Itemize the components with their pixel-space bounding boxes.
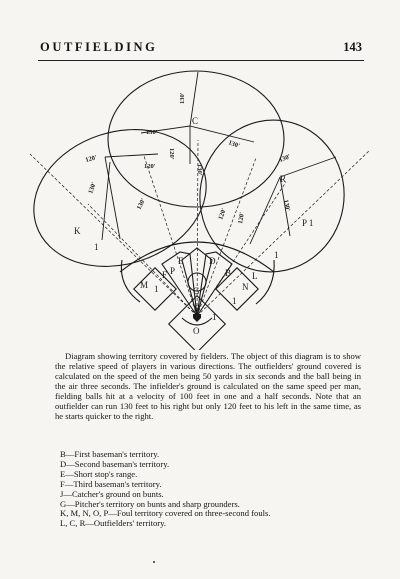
distance-label: 130' [227, 139, 241, 150]
region-number-p1: P 1 [302, 218, 314, 228]
foul-line-left [30, 154, 197, 316]
diagram-caption: Diagram showing territory covered by fielders. The object of this diagram is to show the relative speed of players in various directions. The outfielders' ground covered is calculated on the speed of the men being 50 yards in six seconds and the ball being in the air three seconds. The infielder's ground is calculated on the same speed per man, fielding balls hit at a velocity of 100 feet in one and a half seconds. Note that an outfielder can run 130 feet to his right but only 120 feet to his left in the same time, as he starts quicker to the right. [55, 351, 361, 422]
region-letter-r: R [280, 174, 287, 184]
distance-label: 120' [168, 148, 175, 160]
left-field-territory [22, 108, 224, 288]
region-number-home: 1 [212, 312, 217, 322]
region-number-foul-right: 1 [232, 296, 237, 306]
fielding-territory-diagram [22, 64, 378, 350]
distance-label: 130' [278, 153, 292, 164]
region-number-foul-left: 1 [154, 284, 159, 294]
distance-line [250, 177, 280, 244]
legend-item: G—Pitcher's territory on bunts and sharp grounders. [60, 498, 240, 509]
distance-label: 120' [237, 211, 246, 225]
left-infield-arc [121, 260, 140, 302]
infield-arc [120, 242, 274, 272]
region-letter-j: J [193, 304, 197, 314]
distance-label: 130' [87, 181, 98, 195]
region-letter-m: M [140, 280, 149, 290]
region-letter-k: K [74, 226, 81, 236]
legend-item: B—First baseman's territory. [60, 449, 160, 459]
header-rule [38, 60, 364, 61]
region-letter-p: P [170, 266, 176, 276]
distance-label: 120' [144, 163, 156, 170]
diagram-legend [60, 450, 370, 529]
page-header [40, 40, 362, 54]
distance-label: 130' [179, 92, 186, 104]
legend-item: L, C, R—Outfielders' territory. [60, 518, 167, 529]
distance-label: 120' [84, 154, 98, 164]
radial-line [144, 156, 197, 316]
running-head: OUTFIELDING [40, 40, 158, 54]
distance-label: 130' [282, 199, 291, 212]
region-number-left: 1 [94, 242, 99, 252]
legend-item: K, M, N, O, P—Foul territory covered on three-second fouls. [60, 508, 271, 519]
right-infield-arc [256, 260, 274, 304]
region-letter-n: N [242, 282, 249, 292]
region-letter-f: F [162, 270, 168, 280]
distance-label: 120' [217, 207, 228, 221]
legend-item: J—Catcher's ground on bunts. [60, 488, 164, 499]
home-plate [193, 314, 201, 322]
region-letter-c: C [192, 116, 199, 126]
region-letter-d: D [209, 256, 216, 266]
region-letter-e: E [178, 256, 184, 266]
distance-line [190, 126, 254, 142]
region-number-right: 1 [274, 250, 279, 260]
region-letter-l: L [252, 271, 258, 281]
region-letter-b: B [225, 268, 232, 278]
print-speck [153, 561, 155, 563]
distance-label: 130' [146, 129, 158, 136]
legend-item: F—Third baseman's territory. [60, 478, 162, 489]
distance-line [105, 154, 158, 157]
distance-line [102, 162, 110, 240]
distance-label: 130' [196, 164, 203, 176]
legend-item: E—Short stop's range. [60, 468, 138, 479]
page-number: 143 [343, 40, 362, 54]
distance-label: 130' [135, 197, 148, 211]
region-letter-o: O [193, 326, 200, 336]
region-letter-g: G [193, 286, 200, 296]
legend-item: D—Second baseman's territory. [60, 458, 170, 469]
